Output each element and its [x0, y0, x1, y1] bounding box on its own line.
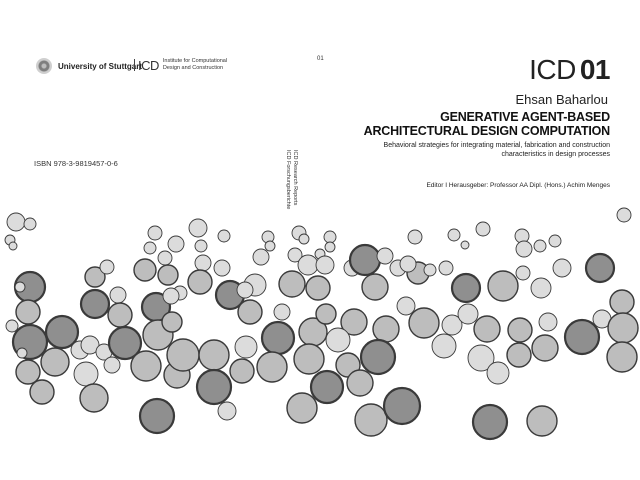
bubble-circle — [539, 313, 557, 331]
author-name: Ehsan Baharlou — [515, 92, 608, 107]
bubble-circle — [199, 340, 229, 370]
bubble-circle — [189, 219, 207, 237]
university-name: University of Stuttgart — [58, 61, 143, 71]
bubble-circle — [408, 230, 422, 244]
institute-name-line2: Design and Construction — [162, 65, 224, 71]
bubble-circle — [17, 348, 27, 358]
bubble-circle — [531, 278, 551, 298]
bubble-circle — [458, 304, 478, 324]
bubble-circle — [100, 260, 114, 274]
bubble-circle — [532, 335, 558, 361]
bubble-circle — [41, 348, 69, 376]
bubble-circle — [409, 308, 439, 338]
bubble-circle — [195, 255, 211, 271]
bubble-circle — [108, 303, 132, 327]
spine-series-line1: ICD Research Reports — [292, 150, 298, 206]
bubble-circle — [104, 357, 120, 373]
bubble-circle — [16, 360, 40, 384]
bubble-circle — [476, 222, 490, 236]
bubble-circle — [134, 259, 156, 281]
bubble-circle — [167, 339, 199, 371]
bubble-circle — [163, 288, 179, 304]
bubble-circle — [473, 405, 507, 439]
bubble-circle — [400, 256, 416, 272]
bubble-circle — [197, 370, 231, 404]
bubble-circle — [316, 256, 334, 274]
bubble-circle — [299, 234, 309, 244]
bubble-circle — [377, 248, 393, 264]
bubble-circle — [140, 399, 174, 433]
bubble-circle — [432, 334, 456, 358]
isbn: ISBN 978-3-9819457-0-6 — [34, 159, 118, 168]
bubble-circle — [373, 316, 399, 342]
bubble-circle — [294, 344, 324, 374]
bubble-circle — [607, 342, 637, 372]
bubble-circle — [424, 264, 436, 276]
bubble-circle — [508, 318, 532, 342]
bubble-circle — [347, 370, 373, 396]
bubble-circle — [527, 406, 557, 436]
bubble-circle — [586, 254, 614, 282]
bubble-circle — [439, 261, 453, 275]
bubble-circle — [534, 240, 546, 252]
bubble-circle — [195, 240, 207, 252]
bubble-circle — [253, 249, 269, 265]
bubble-circle — [516, 266, 530, 280]
title-line2: ARCHITECTURAL DESIGN COMPUTATION — [363, 124, 610, 138]
bubble-circle — [81, 290, 109, 318]
bubble-circle — [565, 320, 599, 354]
bubble-circle — [610, 290, 634, 314]
bubble-circle — [7, 213, 25, 231]
bubble-circle — [16, 300, 40, 324]
bubble-circle — [214, 260, 230, 276]
subtitle-line1: Behavioral strategies for integrating material, fabrication and construction — [383, 142, 610, 149]
bubble-circle — [549, 235, 561, 247]
bubble-circle — [488, 271, 518, 301]
bubble-circle — [24, 218, 36, 230]
bubble-circle — [46, 316, 78, 348]
bubble-circle — [235, 336, 257, 358]
bubble-circle — [461, 241, 469, 249]
bubble-circle — [15, 282, 25, 292]
bubble-circle — [230, 359, 254, 383]
bubble-circle — [188, 270, 212, 294]
bubble-circle — [298, 255, 318, 275]
bubble-circle — [355, 404, 387, 436]
editor-credit: Editor I Herausgeber: Professor AA Dipl. (Hons.) Achim Menges — [426, 182, 610, 189]
bubble-circle — [80, 384, 108, 412]
bubble-circle — [316, 304, 336, 324]
bubble-circle — [448, 229, 460, 241]
bubble-circle — [238, 300, 262, 324]
bubble-circle — [158, 265, 178, 285]
bubble-circle — [218, 402, 236, 420]
bubble-circle — [325, 242, 335, 252]
bubble-circle — [306, 276, 330, 300]
bubble-circle — [350, 245, 380, 275]
bubble-circle — [311, 371, 343, 403]
bubble-circle — [326, 328, 350, 352]
bubble-circle — [287, 393, 317, 423]
bubble-circle — [131, 351, 161, 381]
bubble-circle — [507, 343, 531, 367]
bubble-circle — [617, 208, 631, 222]
spine-series-line2: ICD Forschungsberichte — [285, 150, 291, 210]
bubble-circle — [148, 226, 162, 240]
bubble-circle — [110, 287, 126, 303]
bubble-circle — [9, 242, 17, 250]
bubble-circle — [144, 242, 156, 254]
bubble-circle — [257, 352, 287, 382]
bubble-circle — [608, 313, 638, 343]
bubble-circle — [30, 380, 54, 404]
bubble-circle — [452, 274, 480, 302]
bubble-circle — [516, 241, 532, 257]
bubble-circle — [168, 236, 184, 252]
bubble-circle — [74, 362, 98, 386]
bubble-circle — [237, 282, 253, 298]
icd-logo-mark: ICD — [134, 58, 159, 73]
bubble-circle — [158, 251, 172, 265]
bubble-circle — [553, 259, 571, 277]
bubble-circle — [474, 316, 500, 342]
bubble-circle — [218, 230, 230, 242]
institute-name-line1: Institute for Computational — [162, 58, 228, 64]
bubble-circle — [279, 271, 305, 297]
title-line1: GENERATIVE AGENT-BASED — [440, 110, 610, 124]
bubble-circle — [6, 320, 18, 332]
bubble-circle — [262, 322, 294, 354]
bubble-circle — [265, 241, 275, 251]
bubble-circle — [274, 304, 290, 320]
bubble-circle — [397, 297, 415, 315]
spine-number: 01 — [317, 56, 324, 62]
series-label-text: ICD — [529, 54, 576, 85]
bubble-circle — [487, 362, 509, 384]
subtitle-line2: characteristics in design processes — [501, 151, 610, 158]
bubble-circle — [384, 388, 420, 424]
bubble-circle — [361, 340, 395, 374]
series-number: 01 — [579, 54, 610, 85]
bubble-circle — [162, 312, 182, 332]
bubble-circle — [362, 274, 388, 300]
bubble-circle — [324, 231, 336, 243]
